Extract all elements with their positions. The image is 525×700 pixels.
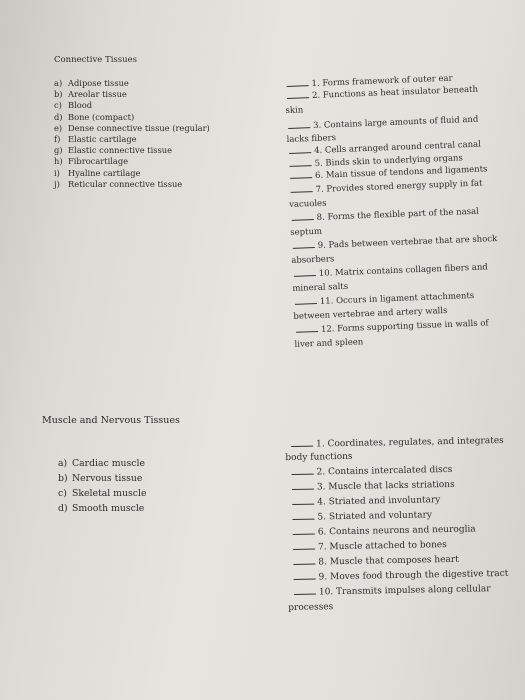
option-letter: i) [54, 167, 60, 178]
answer-blank[interactable] [292, 488, 314, 490]
question-continuation: absorbers [291, 254, 335, 266]
answer-blank[interactable] [292, 518, 314, 520]
option-letter: h) [54, 156, 63, 167]
option-item [58, 458, 145, 469]
answer-blank[interactable] [295, 302, 317, 305]
question-continuation: between vertebrae and artery walls [293, 305, 448, 322]
answer-blank[interactable] [290, 164, 312, 167]
option-item [58, 473, 142, 484]
question-text: 3. Contains large amounts of fluid and [312, 114, 479, 131]
question-line [293, 540, 447, 553]
option-text: Smooth muscle [72, 503, 145, 514]
question-continuation: septum [290, 226, 323, 238]
question-text: 1. Forms framework of outer ear [311, 73, 453, 90]
question-line [292, 480, 455, 493]
question-text: 4. Striated and involuntary [317, 495, 441, 508]
answer-blank[interactable] [290, 176, 312, 179]
answer-blank[interactable] [294, 593, 316, 595]
question-line [295, 291, 475, 308]
question-continuation: lacks fibers [286, 133, 337, 146]
question-text: 3. Muscle that lacks striations [316, 479, 455, 493]
option-text: Elastic connective tissue [68, 145, 173, 156]
answer-blank[interactable] [292, 473, 314, 475]
question-text: 11. Occurs in ligament attachments [319, 290, 475, 307]
answer-blank[interactable] [287, 84, 309, 87]
option-item [54, 112, 134, 122]
question-continuation: processes [288, 602, 334, 614]
question-text: 2. Contains intercalated discs [316, 464, 453, 478]
question-continuation: skin [285, 105, 304, 117]
question-line [294, 262, 488, 279]
question-text: 10. Matrix contains collagen fibers and [318, 262, 488, 279]
option-item [54, 123, 210, 133]
answer-blank[interactable] [289, 151, 311, 154]
question-continuation: liver and spleen [294, 337, 364, 350]
answer-blank[interactable] [287, 96, 309, 99]
question-line [288, 115, 479, 132]
option-text: Dense connective tissue (regular) [68, 122, 210, 133]
option-letter: j) [54, 178, 60, 189]
question-line [292, 207, 479, 224]
question-line [293, 555, 459, 568]
option-letter: f) [54, 134, 61, 144]
option-letter: d) [58, 503, 68, 514]
answer-blank[interactable] [296, 330, 318, 333]
option-letter: b) [58, 473, 68, 484]
question-continuation: body functions [285, 451, 353, 464]
option-item [54, 145, 172, 155]
question-line [292, 510, 432, 523]
option-text: Skeletal muscle [72, 488, 147, 499]
question-line [292, 465, 453, 478]
answer-blank[interactable] [293, 548, 315, 550]
option-item [54, 156, 128, 166]
option-letter: d) [54, 111, 63, 122]
question-text: 7. Muscle attached to bones [317, 540, 447, 553]
answer-blank[interactable] [294, 578, 316, 580]
option-text: Blood [68, 100, 93, 111]
answer-blank[interactable] [292, 503, 314, 505]
answer-blank[interactable] [291, 190, 313, 193]
answer-blank[interactable] [293, 246, 315, 249]
option-text: Reticular connective tissue [68, 178, 183, 189]
question-text: 9. Pads between vertebrae that are shock [317, 234, 498, 251]
option-item [58, 503, 144, 514]
answer-blank[interactable] [294, 274, 316, 277]
option-letter: e) [54, 122, 63, 133]
option-letter: c) [58, 488, 67, 499]
option-item [54, 100, 92, 110]
option-text: Areolar tissue [68, 89, 127, 100]
option-item [54, 179, 182, 189]
question-text: 8. Forms the flexible part of the nasal [316, 206, 480, 223]
question-line [291, 436, 504, 450]
question-text: 6. Contains neurons and neuroglia [317, 524, 476, 538]
option-item [54, 134, 137, 144]
option-text: Bone (compact) [68, 111, 135, 122]
option-text: Elastic cartilage [68, 134, 137, 144]
option-item [54, 78, 129, 88]
option-text: Fibrocartilage [68, 156, 129, 167]
question-line [296, 318, 489, 335]
question-text: 1. Coordinates, regulates, and integrates [315, 435, 504, 450]
question-continuation: mineral salts [292, 281, 349, 294]
option-item [54, 168, 140, 178]
answer-blank[interactable] [293, 533, 315, 535]
question-text: 7. Provides stored energy supply in fat [315, 178, 483, 195]
question-text: 2. Functions as heat insulator beneath [311, 84, 479, 102]
option-letter: g) [54, 145, 63, 156]
question-text: 8. Muscle that composes heart [318, 554, 459, 568]
question-continuation: vacuoles [288, 198, 327, 210]
question-text: 4. Cells arranged around central canal [313, 139, 482, 156]
section-title-muscle-nervous: Muscle and Nervous Tissues [42, 415, 180, 426]
option-letter: c) [54, 100, 62, 111]
question-line [292, 495, 440, 508]
option-text: Nervous tissue [72, 473, 143, 484]
answer-blank[interactable] [292, 218, 314, 221]
option-text: Hyaline cartilage [68, 167, 141, 178]
answer-blank[interactable] [291, 445, 313, 447]
option-item [54, 89, 127, 99]
question-text: 6. Main tissue of tendons and ligaments [314, 164, 488, 181]
option-text: Cardiac muscle [72, 458, 145, 469]
question-text: 10. Transmits impulses along cellular [318, 584, 491, 598]
question-line [290, 179, 482, 196]
question-line [294, 569, 509, 583]
question-text: 12. Forms supporting tissue in walls of [320, 318, 489, 335]
question-text: 5. Binds skin to underlying organs [314, 153, 463, 169]
option-letter: a) [54, 78, 63, 88]
option-item [58, 488, 146, 499]
answer-blank[interactable] [288, 126, 310, 129]
option-text: Adipose tissue [68, 78, 129, 88]
question-line [294, 584, 491, 598]
question-line [293, 524, 476, 538]
section-title-connective-tissues: Connective Tissues [54, 55, 138, 65]
option-letter: a) [58, 458, 68, 469]
question-text: 5. Striated and voluntary [317, 510, 433, 523]
question-text: 9. Moves food through the digestive tract [318, 568, 509, 583]
option-letter: b) [54, 89, 63, 100]
question-line [293, 234, 498, 252]
answer-blank[interactable] [293, 563, 315, 565]
